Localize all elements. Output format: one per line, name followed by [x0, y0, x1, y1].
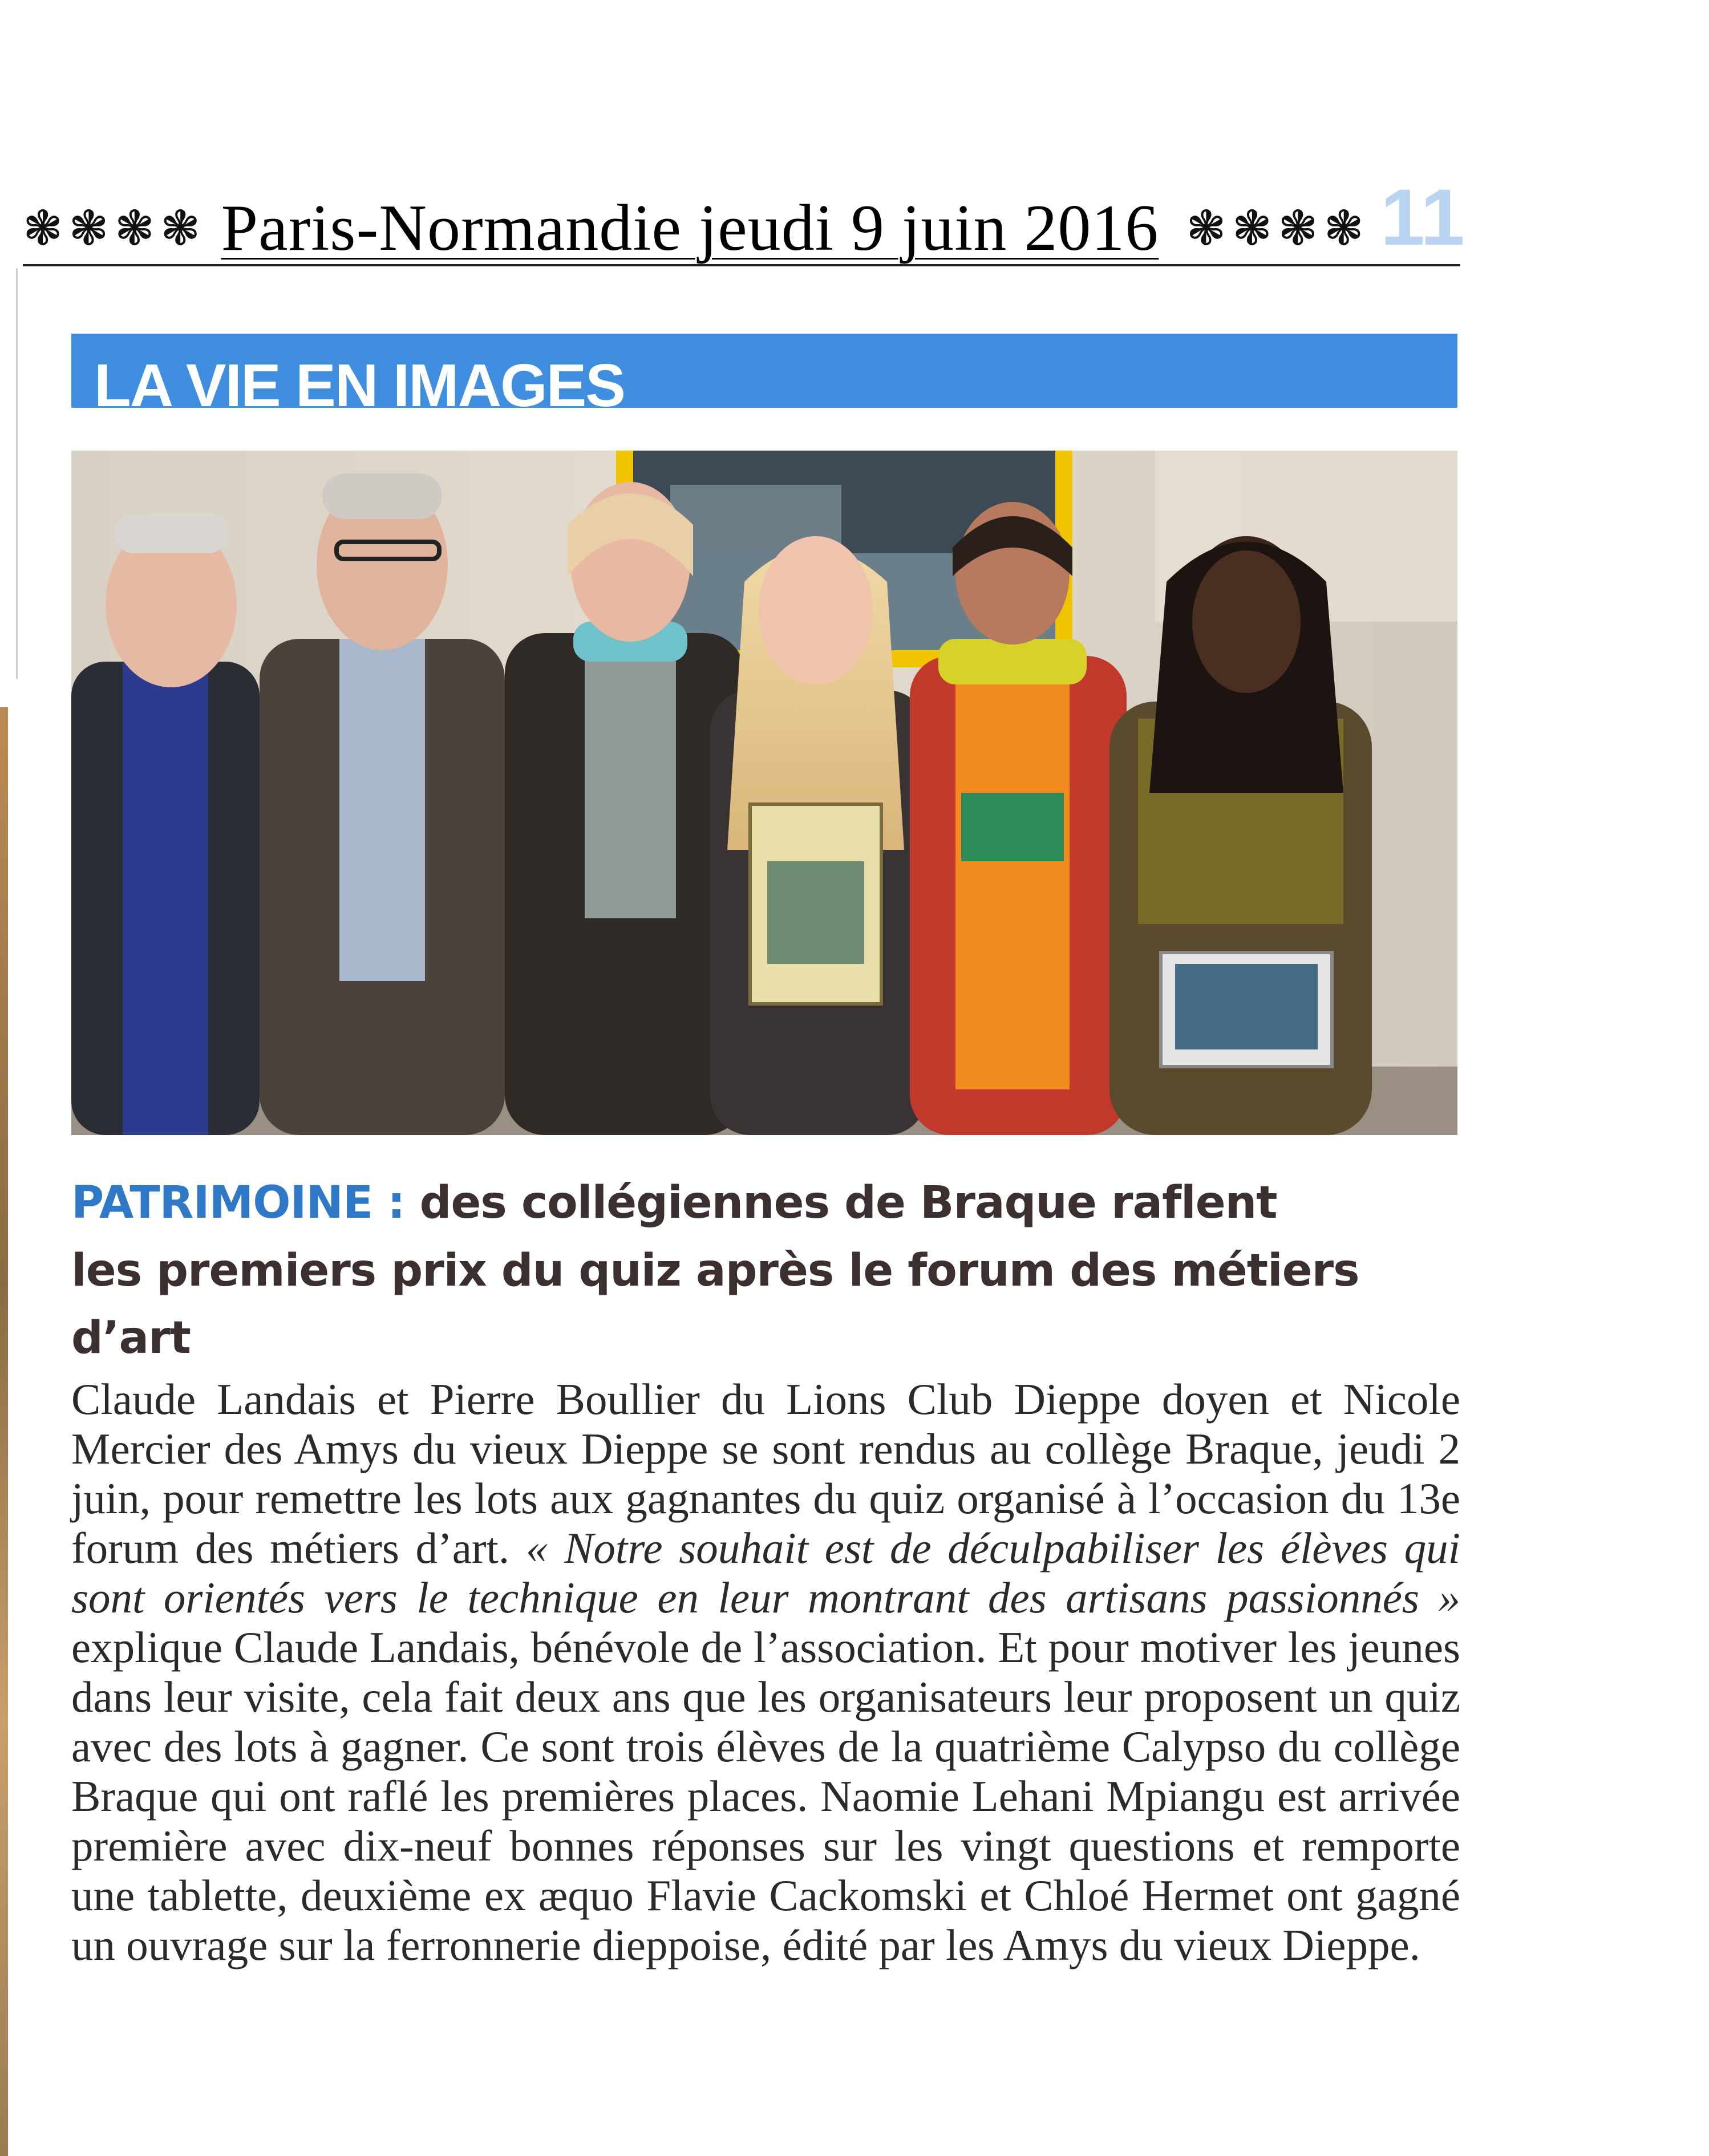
section-label: LA VIE EN IMAGES [94, 352, 625, 408]
left-margin-rule [16, 268, 18, 679]
flower-ornament-icon: ❃ [23, 200, 63, 256]
adjacent-column-edge [0, 707, 8, 2156]
section-banner [71, 334, 1457, 408]
header-ornaments-left [23, 200, 201, 256]
flower-ornament-icon: ❃ [1232, 200, 1273, 256]
newspaper-date-title: Paris-Normandie jeudi 9 juin 2016 [221, 191, 1159, 265]
header-rule [23, 264, 1460, 266]
group-photo [71, 451, 1457, 1135]
flower-ornament-icon: ❃ [1186, 200, 1226, 256]
flower-ornament-icon: ❃ [1278, 200, 1318, 256]
body-part-1: Claude Landais et Pierre Boullier du Lions Club Dieppe doyen et Nicole Mercier des Amys du vieux Dieppe se sont rendus au collège Braque, jeudi 2 juin, pour remettre les lots aux gagnantes du quiz organisé à l’occasion du 13e forum des métiers d’art. [71, 1375, 1460, 1573]
body-part-2: explique Claude Landais, bénévole de l’association. Et pour motiver les jeunes dans leur visite, cela fait deux ans que les organisateurs leur proposent un quiz avec des lots à gagner. Ce sont trois élèves de la quatrième Calypso du collège Braque qui ont raflé les premières places. Naomie Lehani Mpiangu est arrivée première avec dix-neuf bonnes réponses sur les vingt questions et remporte une tablette, deuxième ex æquo Flavie Cackomski et Chloé Hermet ont gagné un ouvrage sur la ferronnerie dieppoise, édité par les Amys du vieux Dieppe. [71, 1623, 1460, 1969]
flower-ornament-icon: ❃ [114, 200, 155, 256]
article-body [71, 1375, 1460, 1970]
newspaper-header [23, 191, 1540, 265]
flower-ornament-icon: ❃ [1323, 200, 1364, 256]
header-ornaments-right [1186, 200, 1364, 256]
article-photo [71, 451, 1457, 1135]
headline-line-2: les premiers prix du quiz après le forum des métiers d’art [71, 1245, 1359, 1364]
page-number: 11 [1380, 172, 1465, 262]
flower-ornament-icon: ❃ [160, 200, 201, 256]
body-quote: « Notre souhait est de déculpabiliser les élèves qui sont orientés vers le technique en leur montrant des artisans passionnés » [71, 1523, 1461, 1622]
headline-text-1: des collégiennes de Braque raflent [419, 1177, 1277, 1229]
headline-line-1 [71, 1169, 1457, 1237]
article-headline [71, 1169, 1457, 1372]
flower-ornament-icon: ❃ [68, 200, 109, 256]
headline-kicker: PATRIMOINE : [71, 1177, 405, 1229]
